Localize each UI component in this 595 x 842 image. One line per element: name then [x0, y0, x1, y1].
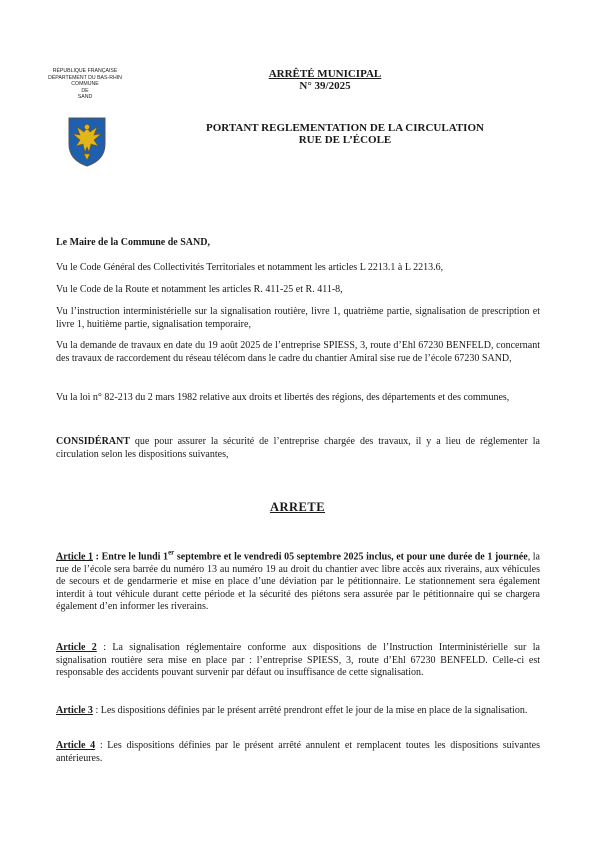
considerant-text: que pour assurer la sécurité de l’entreprise chargée des travaux, il y a lieu de réglementer la circulation selon les dispositions suivantes, [56, 436, 540, 460]
article-2 [56, 642, 540, 680]
coat-of-arms-icon [67, 116, 107, 168]
document-number: N° 39/2025 [299, 80, 351, 92]
article-1-label: Article 1 [56, 551, 94, 563]
article-1-date-post: septembre et le vendredi 05 septembre 2025 inclus, et pour une durée de 1 journée [174, 551, 528, 563]
subject-line-1: PORTANT REGLEMENTATION DE LA CIRCULATION [206, 122, 484, 134]
subject-line-2: RUE DE L’ÉCOLE [298, 134, 392, 146]
issuer-line-sand: SAND [77, 94, 93, 100]
article-3 [56, 705, 540, 718]
arrete-heading: ARRETE [269, 500, 326, 514]
vu-instruction: Vu l’instruction interministérielle sur la signalisation routière, livre 1, quatrième partie, signalisation de prescription et livre 1, huitième partie, signalisation temporaire, [56, 306, 540, 330]
article-4-text: : Les dispositions définies par le présent arrêté annulent et remplacent toutes les dispositions suivantes antérieures. [56, 740, 540, 764]
issuer-block [40, 68, 130, 101]
document-title: ARRÊTÉ MUNICIPAL [268, 68, 382, 80]
issuer-line-commune: COMMUNE [71, 81, 99, 87]
article-3-text: : Les dispositions définies par le présent arrêté prendront effet le jour de la mise en place de la signalisation. [92, 705, 528, 716]
vu-loi: Vu la loi n° 82-213 du 2 mars 1982 relative aux droits et libertés des régions, des départements et des communes, [56, 392, 510, 403]
considerant-paragraph [56, 436, 540, 461]
article-2-text: : La signalisation réglementaire conforme aux dispositions de l’Instruction Interministérielle sur la signalisation routière sera mise en place par : l’entreprise SPIESS, 3, route d’Ehl 67230 BENFELD. Celle-ci est responsable des accidents pouvant survenir par défaut ou insuffisance de cette signalisation. [56, 642, 540, 678]
maire-heading: Le Maire de la Commune de SAND, [56, 237, 210, 248]
article-4-label: Article 4 [56, 740, 96, 751]
article-3-label: Article 3 [56, 705, 93, 716]
issuer-line-department: DÉPARTEMENT DU BAS-RHIN [48, 74, 122, 81]
considerant-label: CONSIDÉRANT [56, 436, 130, 447]
article-1 [56, 547, 540, 614]
issuer-line-de: DE [81, 87, 89, 94]
vu-demande-travaux: Vu la demande de travaux en date du 19 août 2025 de l’entreprise SPIESS, 3, route d’Ehl 67230 BENFELD, concernant des travaux de raccordement du réseau télécom dans le cadre du chantier Amiral sise rue de l’école 67230 SAND, [56, 340, 540, 364]
article-1-date-sup: er [168, 549, 175, 557]
article-1-text: , la rue de l’école sera barrée du numéro 13 au numéro 19 au droit du chantier avec libre accès aux riverains, aux véhicules de secours et de gendarmerie et mise en place d’une déviation par le pétitionnaire. Le stationnement sera également interdit à tout véhicule durant cette période et la sécurité des piétons sera assurée par le pétitionnaire qui se chargera également d’en informer les riverains. [56, 551, 540, 613]
vu-cgct: Vu le Code Général des Collectivités Territoriales et notamment les articles L 2213.1 à L 2213.6, [56, 262, 444, 273]
article-1-colon: : [93, 551, 102, 563]
article-1-date-pre: Entre le lundi 1 [101, 551, 169, 563]
vu-code-route: Vu le Code de la Route et notamment les articles R. 411-25 et R. 411-8, [56, 284, 343, 295]
article-2-label: Article 2 [56, 642, 97, 653]
article-4 [56, 740, 540, 765]
issuer-line-republic: RÉPUBLIQUE FRANÇAISE [52, 68, 118, 74]
